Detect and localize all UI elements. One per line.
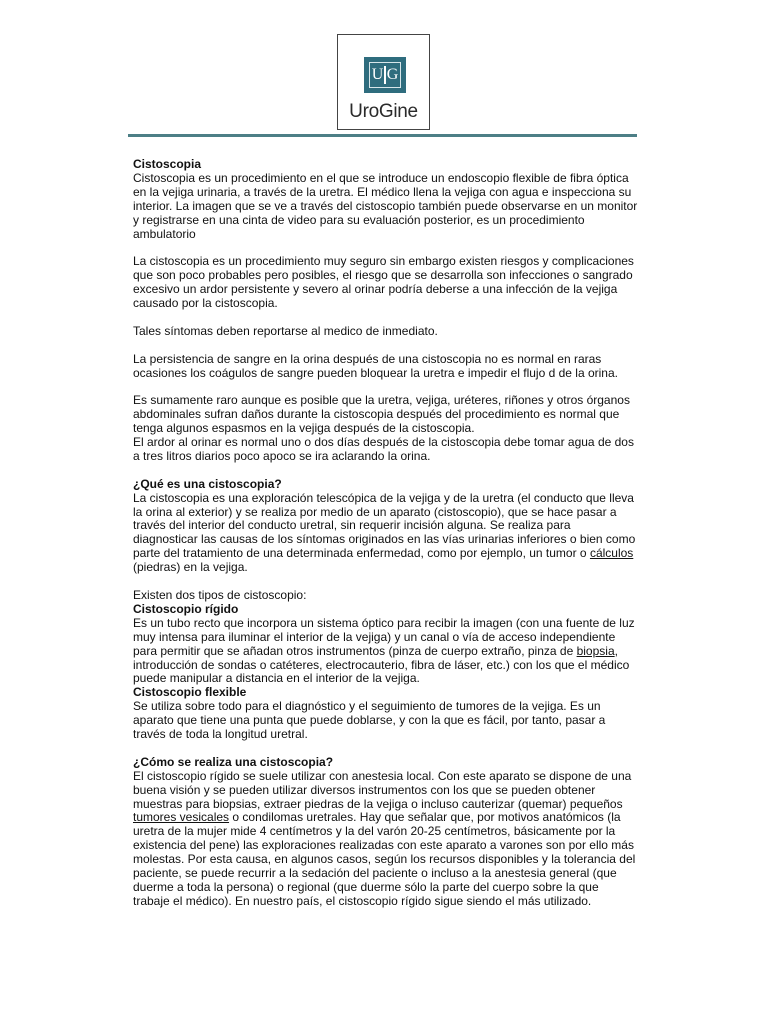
types-intro: Existen dos tipos de cistoscopio: [133,588,307,602]
header-divider [128,134,637,137]
subtitle-cistoscopio-flexible: Cistoscopio flexible [133,685,247,700]
logo-mark-divider [384,66,386,84]
section-title-cistoscopia: Cistoscopia [133,157,202,171]
section-title-que-es: ¿Qué es una cistoscopia? [133,476,282,491]
paragraph: El ardor al orinar es normal uno o dos días después de la cistoscopia debe tomar agua de dos a tres litros diarios poco apoco se ira aclarando la orina. [133,435,634,463]
link-tumores-vesicales[interactable]: tumores vesicales [133,810,230,825]
paragraph: Es sumamente raro aunque es posible que la uretra, vejiga, uréteres, riñones y otros órganos abdominales sufran daños durante la cistoscopia después del procedimiento es normal que tenga algunos espasmos en la vejiga después de la cistoscopia. [133,393,630,436]
logo-mark [364,57,406,93]
paragraph: La persistencia de sangre en la orina después de una cistoscopia no es normal en raras ocasiones los coágulos de sangre pueden bloquear la uretra e impedir el flujo d de la orina. [133,351,618,380]
paragraph: Es un tubo recto que incorpora un sistema óptico para recibir la imagen (con una fuente de luz muy intensa para iluminar el interior de la vejiga) y un canal o vía de acceso independiente para permitir que se añadan otros instrumentos (pinza de cuerpo extraño, pinza de biopsia, introducción de sondas o catéteres, electrocauterio, fibra de láser, etc.) con los que el médico puede manipular a distancia en el interior de la vejiga. [133,615,635,686]
paragraph: Cistoscopia es un procedimiento en el que se introduce un endoscopio flexible de fibra óptica en la vejiga urinaria, a través de la uretra. El médico llena la vejiga con agua e inspecciona su interior. La imagen que se ve a través del cistoscopio también puede observarse en un monitor y registrarse en una cinta de video para su evaluación posterior, es un procedimiento ambulatorio [133,170,638,241]
logo-mark-u: U [371,66,384,83]
urogine-logo [337,34,430,130]
paragraph: La cistoscopia es un procedimiento muy seguro sin embargo existen riesgos y complicaciones que son poco probables pero posibles, el riesgo que se desarrolla son infecciones o sangrado excesivo un ardor persistente y severo al orinar podría deberse a una infección de la vejiga causado por la cistoscopia. [133,254,634,311]
paragraph: Tales síntomas deben reportarse al medico de inmediato. [133,323,438,338]
link-calculos[interactable]: cálculos [589,546,634,561]
subtitle-cistoscopio-rigido: Cistoscopio rígido [133,601,239,616]
section-title-como-se-realiza: ¿Cómo se realiza una cistoscopia? [133,754,334,769]
paragraph: El cistoscopio rígido se suele utilizar con anestesia local. Con este aparato se dispone de una buena visión y se pueden utilizar diversos instrumentos con los que se pueden obtener muestras para biopsias, extraer piedras de la vejiga o incluso cauterizar (quemar) pequeños tumores vesicales o condilomas uretrales. Hay que señalar que, por motivos anatómicos (la uretra de la mujer mide 4 centímetros y la del varón 20-25 centímetros, básicamente por la existencia del pene) las exploraciones realizadas con este aparato a varones son por ello más molestas. Por esta causa, en algunos casos, según los recursos disponibles y la tolerancia del paciente, se puede recurrir a la sedación del paciente o incluso a la anestesia general (que duerme a toda la persona) o regional (que duerme sólo la parte del cuerpo sobre la que trabaje el médico). En nuestro país, el cistoscopio rígido sigue siendo el más utilizado. [133,768,636,908]
logo-name: UroGine [349,101,418,122]
link-biopsia[interactable]: biopsia [576,643,615,658]
logo-mark-g: G [386,66,399,83]
paragraph: Se utiliza sobre todo para el diagnóstico y el seguimiento de tumores de la vejiga. Es un aparato que tiene una punta que puede doblarse, y con la que es fácil, por tanto, pasar a través de toda la longitud uretral. [133,699,606,742]
paragraph: La cistoscopia es una exploración telescópica de la vejiga y de la uretra (el conducto que lleva la orina al exterior) y se realiza por medio de un aparato (cistoscopio), que se hace pasar a través del interior del conducto uretral, sin requerir incisión alguna. Se realiza para diagnosticar las causas de los síntomas originados en las vías urinarias inferiores o bien como parte del tratamiento de una determinada enfermedad, como por ejemplo, un tumor o cálculos (piedras) en la vejiga. [133,490,636,575]
document-body [133,158,638,923]
